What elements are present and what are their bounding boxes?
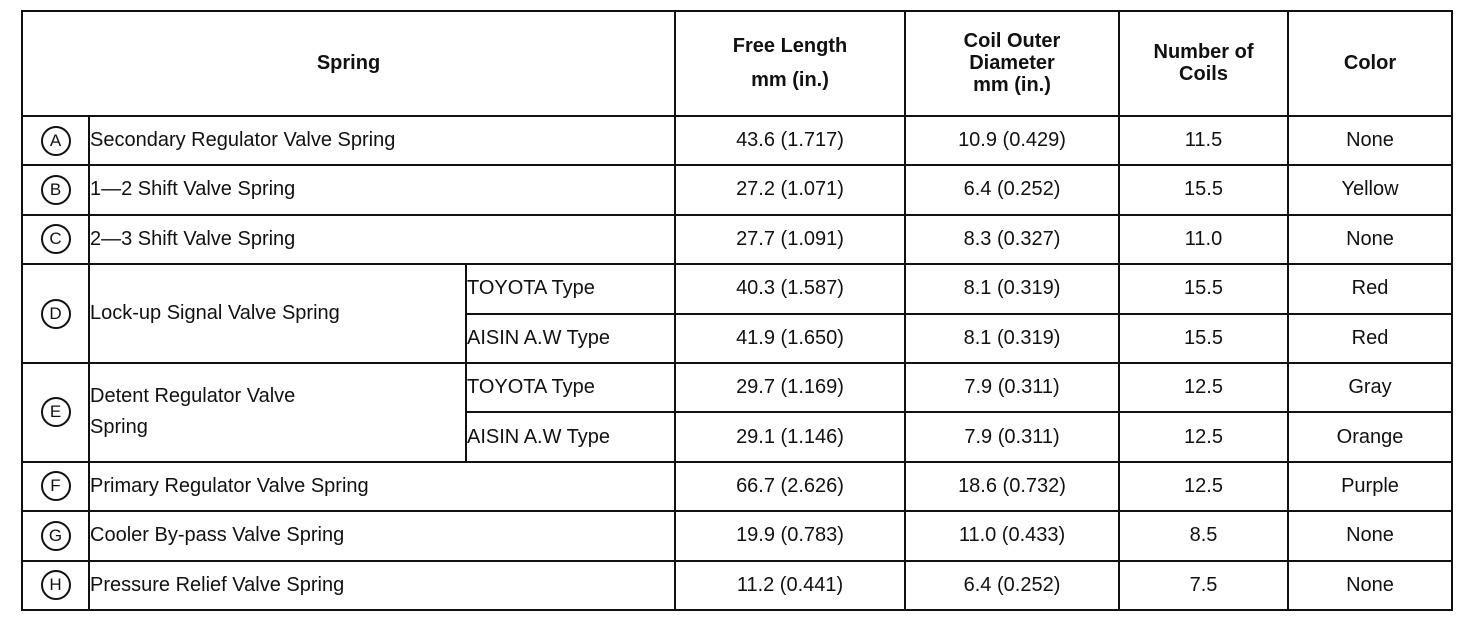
color-value: Orange [1288, 412, 1452, 461]
table-row [22, 462, 1452, 511]
circled-letter-badge: H [41, 570, 71, 600]
spring-name: 1—2 Shift Valve Spring [89, 165, 675, 214]
spring-type: TOYOTA Type [466, 264, 675, 313]
circled-letter-badge: B [41, 175, 71, 205]
row-id-cell [22, 363, 89, 462]
header-row [22, 11, 1452, 116]
diameter-value: 7.9 (0.311) [905, 412, 1119, 461]
coils-value: 15.5 [1119, 264, 1288, 313]
header-diameter-line: Diameter [969, 52, 1055, 75]
header-coil-outer-diameter [905, 11, 1119, 116]
circled-letter-badge: E [41, 397, 71, 427]
color-value: Yellow [1288, 165, 1452, 214]
spring-type: AISIN A.W Type [466, 314, 675, 363]
coils-value: 7.5 [1119, 561, 1288, 610]
spring-type: TOYOTA Type [466, 363, 675, 412]
table-row [22, 264, 1452, 313]
header-coil-outer-line: Coil Outer [963, 30, 1061, 53]
color-value: Purple [1288, 462, 1452, 511]
row-id-cell [22, 561, 89, 610]
coils-value: 12.5 [1119, 462, 1288, 511]
coils-value: 8.5 [1119, 511, 1288, 560]
diameter-value: 6.4 (0.252) [905, 165, 1119, 214]
header-free-length [675, 11, 905, 116]
header-color: Color [1288, 11, 1452, 116]
diameter-value: 10.9 (0.429) [905, 116, 1119, 165]
circled-letter-badge: A [41, 126, 71, 156]
color-value: None [1288, 215, 1452, 264]
diameter-value: 8.1 (0.319) [905, 264, 1119, 313]
free-length-value: 66.7 (2.626) [675, 462, 905, 511]
free-length-value: 29.1 (1.146) [675, 412, 905, 461]
row-id-cell [22, 511, 89, 560]
spring-name: Primary Regulator Valve Spring [89, 462, 675, 511]
row-id-cell [22, 462, 89, 511]
coils-value: 11.0 [1119, 215, 1288, 264]
diameter-value: 7.9 (0.311) [905, 363, 1119, 412]
diameter-value: 18.6 (0.732) [905, 462, 1119, 511]
spring-name: Secondary Regulator Valve Spring [89, 116, 675, 165]
circled-letter-badge: D [41, 299, 71, 329]
row-id-cell [22, 215, 89, 264]
free-length-value: 27.2 (1.071) [675, 165, 905, 214]
diameter-value: 8.1 (0.319) [905, 314, 1119, 363]
color-value: Red [1288, 314, 1452, 363]
free-length-value: 43.6 (1.717) [675, 116, 905, 165]
free-length-value: 40.3 (1.587) [675, 264, 905, 313]
coils-value: 15.5 [1119, 314, 1288, 363]
row-id-cell [22, 116, 89, 165]
spring-spec-table [21, 10, 1453, 611]
free-length-value: 11.2 (0.441) [675, 561, 905, 610]
free-length-value: 27.7 (1.091) [675, 215, 905, 264]
spring-name-line-2: Spring [90, 416, 148, 439]
free-length-value: 29.7 (1.169) [675, 363, 905, 412]
spring-name [89, 363, 466, 462]
color-value: Red [1288, 264, 1452, 313]
circled-letter-badge: C [41, 224, 71, 254]
header-coils-line-1: Number of [1153, 41, 1254, 64]
spring-name: Pressure Relief Valve Spring [89, 561, 675, 610]
header-number-of-coils [1119, 11, 1288, 116]
header-free-length-unit: mm (in.) [751, 69, 829, 92]
table-row [22, 165, 1452, 214]
color-value: None [1288, 561, 1452, 610]
header-coils-line-2: Coils [1179, 63, 1228, 86]
table-row [22, 561, 1452, 610]
coils-value: 12.5 [1119, 412, 1288, 461]
spring-name: Cooler By-pass Valve Spring [89, 511, 675, 560]
coils-value: 11.5 [1119, 116, 1288, 165]
spring-type: AISIN A.W Type [466, 412, 675, 461]
header-spring: Spring [22, 11, 675, 116]
row-id-cell [22, 264, 89, 363]
color-value: Gray [1288, 363, 1452, 412]
table-row [22, 363, 1452, 412]
diameter-value: 6.4 (0.252) [905, 561, 1119, 610]
coils-value: 12.5 [1119, 363, 1288, 412]
diameter-value: 8.3 (0.327) [905, 215, 1119, 264]
color-value: None [1288, 116, 1452, 165]
color-value: None [1288, 511, 1452, 560]
spring-name: 2—3 Shift Valve Spring [89, 215, 675, 264]
spring-name-line-1: Detent Regulator Valve [90, 385, 296, 408]
circled-letter-badge: F [41, 471, 71, 501]
table-row [22, 116, 1452, 165]
table-row [22, 215, 1452, 264]
table-row [22, 511, 1452, 560]
diameter-value: 11.0 (0.433) [905, 511, 1119, 560]
free-length-value: 41.9 (1.650) [675, 314, 905, 363]
row-id-cell [22, 165, 89, 214]
circled-letter-badge: G [41, 521, 71, 551]
spring-name: Lock-up Signal Valve Spring [89, 264, 466, 363]
header-free-length-line: Free Length [732, 35, 848, 58]
header-diameter-unit: mm (in.) [973, 74, 1051, 97]
free-length-value: 19.9 (0.783) [675, 511, 905, 560]
coils-value: 15.5 [1119, 165, 1288, 214]
